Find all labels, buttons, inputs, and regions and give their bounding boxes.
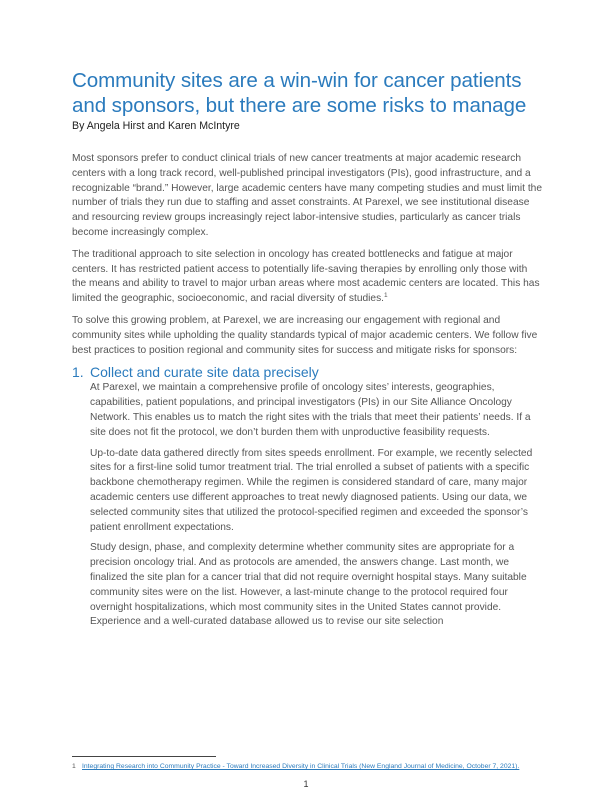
- section-1-title: Collect and curate site data precisely: [90, 364, 319, 381]
- footnote-reference[interactable]: 1: [384, 292, 388, 300]
- footnote-number: 1: [72, 763, 76, 770]
- section-1-number: 1.: [72, 364, 84, 381]
- page-number: 1: [303, 779, 309, 789]
- section-1-paragraph-3: Study design, phase, and complexity determine whether community sites are appropriate for a precision oncology trial. And as protocols are amended, the answers change. Last month, we finalized the site plan for a cancer trial that did not require overnight hospital stays. Many suitable community sites were on the list. However, a last-minute change to the protocol required four overnight hospitalizations, which most community sites in the United States cannot provide. Experience and a well-curated database allowed us to revise our site selection: [90, 542, 527, 628]
- section-1-paragraph-1: At Parexel, we maintain a comprehensive profile of oncology sites’ interests, geographies, capabilities, patient populations, and principal investigators (PIs) in our Site Alliance Oncology Network. This enables us to match the right sites with the trials that meet their patients’ needs. If a site does not fit the protocol, we don’t burden them with unproductive feasibility requests.: [90, 382, 531, 438]
- footnote-divider: [72, 756, 216, 757]
- intro-paragraph-2-text: The traditional approach to site selection in oncology has created bottlenecks and fatigue at major centers. It has restricted patient access to potentially life-saving therapies by enrolling only those with the means and ability to travel to major urban areas where most academic centers are located. This has limited the geographic, socioeconomic, and racial diversity of studies.: [72, 248, 540, 305]
- section-1-body: [72, 381, 542, 630]
- intro-paragraph-1: Most sponsors prefer to conduct clinical trials of new cancer treatments at major academic research centers with a long track record, well-published principal investigators (PIs), good infrastructure, and a recognizable “brand.” However, large academic centers have many competing studies and must limit the number of trials they run due to staffing and asset constraints. At Parexel, we see institutional disease and resourcing review groups increasingly reject labor-intensive studies, particularly as cancer trials become increasingly complex.: [72, 153, 542, 238]
- footnote: [72, 762, 542, 771]
- section-1-paragraph-2: Up-to-date data gathered directly from sites speeds enrollment. For example, we recently selected sites for a first-line solid tumor treatment trial. The trial enrolled a subset of patients with a specific backbone chemotherapy regimen. While the regimen is considered standard of care, many major academic centers use different approaches to treat newly diagnosed patients. Using our data, we selected community sites that utilized the protocol-specified regimen and exceeded the sponsor’s patient enrollment expectations.: [90, 447, 533, 533]
- intro-paragraph-2: [72, 248, 542, 307]
- section-1-heading: [72, 363, 542, 381]
- intro-paragraph-3: To solve this growing problem, at Parexel, we are increasing our engagement with regional and community sites while upholding the quality standards typical of major academic centers. We follow five best practices to position regional and community sites for success and mitigate risks for sponsors:: [72, 314, 538, 356]
- footnote-link[interactable]: Integrating Research into Community Practice - Toward Increased Diversity in Clinical Trials (New England Journal of Medicine, October 7, 2021).: [82, 763, 520, 770]
- page-title: Community sites are a win-win for cancer patients and sponsors, but there are some risks to manage: [72, 69, 527, 117]
- page-body: [72, 68, 542, 630]
- byline: By Angela Hirst and Karen McIntyre: [72, 120, 240, 132]
